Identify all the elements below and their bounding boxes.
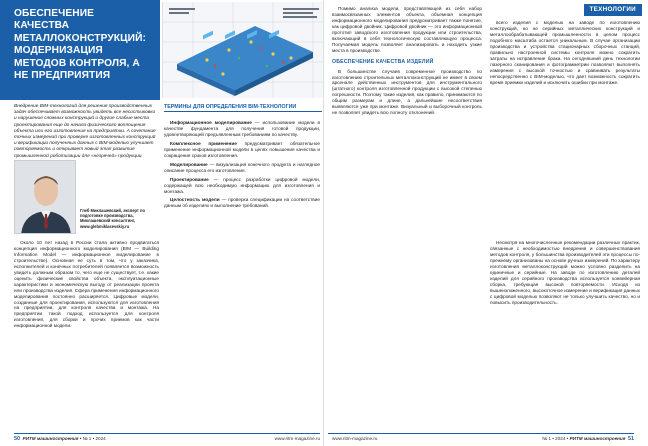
- body-paragraph: всего изделия с моделью на заводе по изготовлению конструкций, но не серийных металлических конструкций и металлообрабатывающей промышленности в целом процесс подобного масштаба остается уникальным. В случае организации производства и устройства стационарных сборочных станций, правильно настроенной системы контроля можно сократить затраты на исправление брака. На сегодняшний день технологии лазерного сканирования и фотограмметрии позволяют выполнять измерения с высокой точностью и сравнивать результаты непосредственно с BIM-моделью, что дает возможность сократить время приемки изделий и исключить ошибки при монтаже.: [490, 20, 640, 85]
- body-column-2: [164, 120, 320, 212]
- author-portrait: [14, 160, 76, 234]
- issue-left: • № 1 • 2024: [79, 436, 106, 441]
- site-url-left[interactable]: www.ritm-magazine.ru: [274, 436, 320, 441]
- body-paragraph: Около 10 лет назад в России стала активно продвигаться концепция информационного моделирования (BIM — Building Information Model — информационное моделирование в строительстве). Основная ее суть в том, что у заказчика, исполнителей и конечных потребителей появляется возможность увидеть должным образом то, чего еще не существует, т.е. какие оценить физические свойства объекта, эксплуатационные характеристики и экономическую выгоду от реализации проекта или производства изделия. Сфера применения информационного моделирования постоянно расширяется. Цифровые модели, созданные для проектирования, используются для изготовления на предприятии, для контроля качества и монтажа. На предприятии такой подход используется для контроля изготовления, для сборки и прочих приемов как части информационной модели.: [14, 240, 159, 329]
- term-paragraph-1: [164, 120, 320, 138]
- article-lead: Внедрение BIM-технологий для решения производственных задач обеспечивает возможность увидеть все несостыковки и нарушения сложных конструкций и другие слабые места проектирования еще до начала физического воплощения объекта или его изготовления на предприятии. А сочетание точных измерений при проверке изготовленных конструкций и верификации полученных данных с BIM-моделью улучшает повторяемость и открывает новый этап развития промышленной роботизации для «незрячей» продукции.: [14, 104, 156, 159]
- term-text: — визуализация конечного продукта и наглядное описание процесса его изготовления.: [164, 161, 320, 173]
- author-caption: Глеб Миклашевский, эксперт по подготовке производства, Миклашевский консалтинг, www.glebmiklasevskiy.ru: [80, 208, 146, 229]
- term-text: — использование модели в качестве фундамента для получения готовой продукции, удовлетворяющей предъявленным требованиям по качеству.: [164, 120, 320, 137]
- page-number-left: 50: [14, 436, 20, 442]
- site-url-right[interactable]: www.ritm-magazine.ru: [332, 436, 378, 441]
- footer-left: [14, 434, 164, 444]
- body-paragraph: В большинстве случаев современное производство по изготовлению строительных металлоконструкций не имеет в своем арсенале действенных инструментов для инструментального (штатного) контроля изготовленной продукции с высокой степенью погрешности. Поэтому такие изделия, как правило, принимаются по общим размерам и длине, а дальнейшие несоответствия выявляются уже при монтаже. Визуальный и выборочный контроль не позволяет увидеть всю полноту отклонений.: [332, 68, 482, 116]
- body-column-1: [14, 240, 159, 329]
- article-title: ОБЕСПЕЧЕНИЕ КАЧЕСТВА МЕТАЛЛОКОНСТРУКЦИЙ: МОДЕРНИЗАЦИЯ МЕТОДОВ КОНТРОЛЯ, А НЕ ПРЕДПРИЯТИЯ: [14, 8, 146, 82]
- bim-model-image: [162, 2, 324, 98]
- term-label: Комплексное применение: [170, 140, 237, 146]
- section-badge: ТЕХНОЛОГИИ: [584, 4, 642, 16]
- body-paragraph: Несмотря на многочисленные рекомендации различных практик, связанные с необходимостью внедрения и совершенствования методов контроля, у большинства производителей эти процессы по-прежнему организованы на основе ручных измерений. По характеру изготовления металлоконструкций можно условно разделить на единичные и серийные. На заводе по изготовлению деталей изделий для серийного производства используется конвейерная сборка, требующая высокой повторяемости. Исходя из вышеизложенного, высокоточное измерение и верификация данных с цифровой моделью позволяют не только улучшить качество, но и повысить производительность.: [490, 240, 640, 305]
- term-paragraph-2: [164, 141, 320, 159]
- footer-right: [474, 434, 634, 444]
- term-label: Целостность модели: [170, 197, 220, 203]
- magazine-name-right: РИТМ машиностроения: [569, 436, 626, 441]
- body-column-4: [490, 20, 640, 85]
- term-text: — процесс разработки цифровой модели, содержащей всю необходимую информацию для изготовления и монтажа.: [164, 176, 320, 194]
- body-column-3: [332, 6, 482, 116]
- term-paragraph-5: [164, 197, 320, 209]
- term-label: Проектирование: [170, 176, 209, 182]
- body-column-5: [490, 240, 640, 305]
- term-text: предусматривает обязательное применение информационной модели в целях повышения качества и сокращения сроков изготовления.: [164, 140, 320, 158]
- right-page: [324, 0, 648, 446]
- article-title-box: [0, 0, 160, 100]
- section-heading: ОБЕСПЕЧЕНИЕ КАЧЕСТВА ИЗДЕЛИЙ: [332, 58, 434, 65]
- term-text: — проверка спецификации на соответствие данным об изделиях и выполнение требований.: [164, 197, 320, 209]
- term-paragraph-4: [164, 177, 320, 195]
- issue-right: № 1 • 2024 •: [542, 436, 569, 441]
- term-label: Моделирование: [170, 161, 208, 167]
- magazine-name-left: РИТМ машиностроения: [22, 436, 79, 441]
- term-label: Информационное моделирование: [170, 120, 252, 125]
- page-number-right: 51: [628, 436, 634, 442]
- body-paragraph: Помимо анализа модели, представляющей из себя набор взаимосвязанных элементов объекта, объемная концепция информационного моделирования предусматривает также понятие, как цифровой двойник. Цифровой двойник — это информационный прототип заводского изготовления продукции или строительства, включающий в себя технологическую составляющую процесса. Получаемая модель позволяет анализировать и находить узкие места в производстве.: [332, 6, 482, 53]
- terms-box-heading: ТЕРМИНЫ ДЛЯ ОПРЕДЕЛЕНИЯ BIM-ТЕХНОЛОГИИ: [164, 104, 322, 112]
- term-paragraph-3: [164, 162, 320, 174]
